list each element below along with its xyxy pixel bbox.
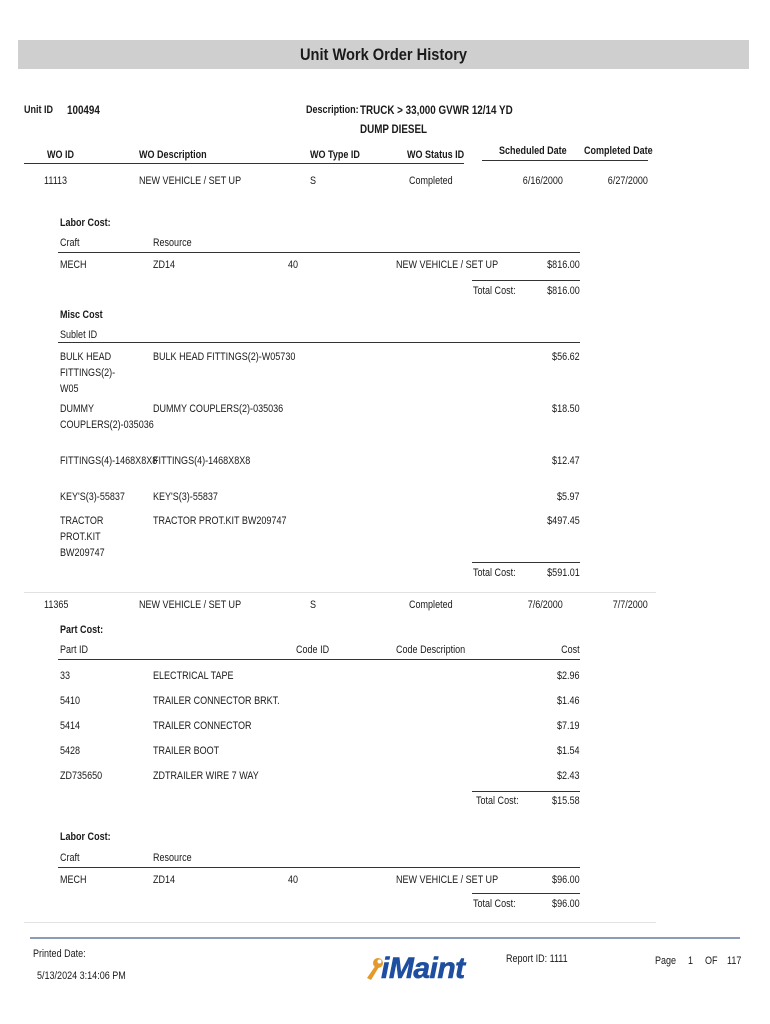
description-line-1: TRUCK > 33,000 GVWR 12/14 YD [360, 103, 513, 117]
part-id: 5428 [60, 745, 81, 757]
labor-total-value: $96.00 [552, 898, 580, 910]
misc-description: FITTINGS(4)-1468X8X8 [153, 455, 251, 467]
part-cost: $1.54 [557, 745, 580, 757]
work-order-divider [24, 592, 656, 593]
page-number: 1 [688, 955, 694, 967]
column-header-rule-dates [482, 160, 648, 161]
wo-completed-date: 7/7/2000 [612, 599, 648, 611]
misc-sublet-id: TRACTOR PROT.KIT BW209747 [60, 515, 105, 559]
wo-id: 11113 [44, 175, 68, 187]
part-col-part-id: Part ID [60, 644, 89, 656]
labor-total-label: Total Cost: [473, 285, 516, 297]
part-col-code-id: Code ID [296, 644, 330, 656]
misc-cost: $56.62 [552, 351, 580, 363]
part-cost-heading: Part Cost: [60, 624, 104, 636]
labor-col-craft: Craft [60, 852, 80, 864]
misc-description: DUMMY COUPLERS(2)-035036 [153, 403, 284, 415]
misc-header-rule [58, 342, 580, 343]
wo-status: Completed [409, 175, 453, 187]
labor-hours: 40 [288, 874, 299, 886]
part-header-rule [58, 659, 580, 660]
wo-type: S [310, 175, 317, 187]
part-total-value: $15.58 [552, 795, 580, 807]
misc-sublet-id: BULK HEAD FITTINGS(2)-W05 [60, 351, 116, 395]
part-description: TRAILER CONNECTOR BRKT. [153, 695, 280, 707]
unit-id-value: 100494 [67, 103, 100, 117]
labor-hours: 40 [288, 259, 299, 271]
part-col-code-description: Code Description [396, 644, 466, 656]
misc-description: BULK HEAD FITTINGS(2)-W05730 [153, 351, 296, 363]
part-cost: $1.46 [557, 695, 580, 707]
misc-cost-heading: Misc Cost [60, 309, 103, 321]
wo-description: NEW VEHICLE / SET UP [139, 175, 242, 187]
labor-header-rule [58, 252, 580, 253]
wo-type: S [310, 599, 317, 611]
page-label: Page [655, 955, 677, 967]
wo-id: 11365 [44, 599, 69, 611]
labor-cost: $816.00 [547, 259, 580, 271]
col-header-wo-status: WO Status ID [407, 149, 465, 161]
report-title: Unit Work Order History [299, 45, 468, 64]
labor-craft: MECH [60, 874, 87, 886]
misc-cost: $18.50 [552, 403, 580, 415]
labor-total-label: Total Cost: [473, 898, 516, 910]
misc-sublet-id: FITTINGS(4)-1468X8X8 [60, 455, 158, 467]
misc-description: TRACTOR PROT.KIT BW209747 [153, 515, 287, 527]
part-total-rule [472, 791, 580, 792]
part-id: 33 [60, 670, 71, 682]
misc-col-sublet: Sublet ID [60, 329, 98, 341]
part-description: ELECTRICAL TAPE [153, 670, 234, 682]
col-header-wo-id: WO ID [47, 149, 75, 161]
svg-text:iMaint: iMaint [381, 952, 465, 984]
labor-total-rule [472, 893, 580, 894]
part-description: TRAILER CONNECTOR [153, 720, 252, 732]
unit-id-label: Unit ID [24, 104, 54, 116]
description-label: Description: [306, 104, 359, 116]
labor-craft: MECH [60, 259, 87, 271]
wo-scheduled-date: 6/16/2000 [522, 175, 563, 187]
part-id: 5410 [60, 695, 81, 707]
labor-col-resource: Resource [153, 237, 192, 249]
part-total-label: Total Cost: [476, 795, 519, 807]
labor-description: NEW VEHICLE / SET UP [396, 259, 499, 271]
labor-col-craft: Craft [60, 237, 80, 249]
part-id: 5414 [60, 720, 81, 732]
part-col-cost: Cost [561, 644, 580, 656]
printed-date-label: Printed Date: [33, 948, 86, 960]
col-header-wo-type: WO Type ID [310, 149, 360, 161]
page-total: 117 [727, 955, 742, 967]
misc-cost: $497.45 [547, 515, 580, 527]
wo-completed-date: 6/27/2000 [607, 175, 648, 187]
part-cost: $7.19 [557, 720, 580, 732]
imaint-logo [364, 948, 482, 984]
column-header-rule [24, 163, 464, 164]
wo-status: Completed [409, 599, 453, 611]
part-cost: $2.96 [557, 670, 580, 682]
description-line-2: DUMP DIESEL [360, 122, 428, 136]
labor-resource: ZD14 [153, 259, 176, 271]
page-of-label: OF [705, 955, 718, 967]
wrench-icon [364, 948, 482, 984]
misc-cost: $5.97 [557, 491, 580, 503]
col-header-scheduled-date: Scheduled Date [499, 145, 567, 157]
labor-resource: ZD14 [153, 874, 176, 886]
report-id: Report ID: 1111 [506, 953, 568, 965]
labor-total-value: $816.00 [547, 285, 580, 297]
misc-sublet-id: KEY'S(3)-55837 [60, 491, 125, 503]
labor-total-rule [472, 280, 580, 281]
wo-scheduled-date: 7/6/2000 [527, 599, 563, 611]
part-description: ZDTRAILER WIRE 7 WAY [153, 770, 259, 782]
part-cost: $2.43 [557, 770, 580, 782]
misc-total-label: Total Cost: [473, 567, 516, 579]
labor-description: NEW VEHICLE / SET UP [396, 874, 499, 886]
misc-total-value: $591.01 [547, 567, 580, 579]
labor-header-rule [58, 867, 580, 868]
labor-cost-heading: Labor Cost: [60, 831, 111, 843]
work-order-divider [24, 922, 656, 923]
labor-cost: $96.00 [552, 874, 580, 886]
misc-sublet-id: DUMMY COUPLERS(2)-035036 [60, 403, 154, 431]
wo-description: NEW VEHICLE / SET UP [139, 599, 242, 611]
col-header-completed-date: Completed Date [584, 145, 653, 157]
labor-col-resource: Resource [153, 852, 192, 864]
part-description: TRAILER BOOT [153, 745, 220, 757]
labor-cost-heading: Labor Cost: [60, 217, 111, 229]
misc-description: KEY'S(3)-55837 [153, 491, 218, 503]
misc-cost: $12.47 [552, 455, 580, 467]
printed-date-value: 5/13/2024 3:14:06 PM [37, 970, 126, 982]
col-header-wo-description: WO Description [139, 149, 207, 161]
misc-total-rule [472, 562, 580, 563]
footer-rule [30, 937, 740, 939]
part-id: ZD735650 [60, 770, 103, 782]
report-title-band [18, 40, 749, 69]
